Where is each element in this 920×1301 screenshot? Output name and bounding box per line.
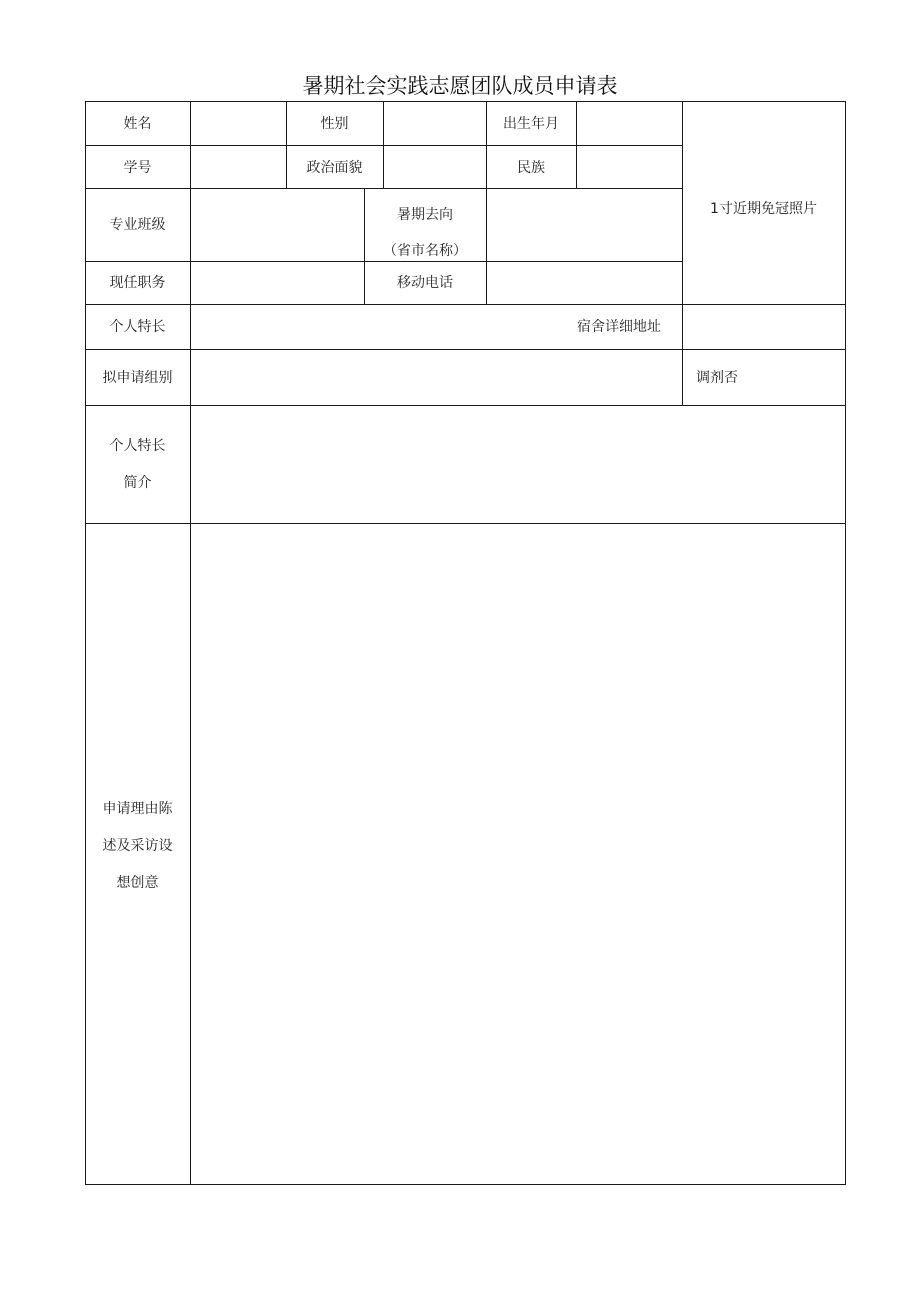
- label-ethnicity: 民族: [517, 160, 545, 176]
- label-specialty: 个人特长: [109, 319, 166, 335]
- table-border-left: [85, 101, 86, 1185]
- mobile-field[interactable]: [487, 262, 682, 304]
- label-mobile: 移动电话: [397, 275, 453, 291]
- label-group: 拟申请组别: [102, 370, 173, 386]
- label-political: 政治面貌: [306, 160, 363, 176]
- major-class-field[interactable]: [191, 189, 364, 261]
- label-name: 姓名: [123, 116, 152, 132]
- label-gender: 性别: [320, 116, 349, 132]
- label-reason-2: 述及采访设: [102, 838, 173, 854]
- table-border-bottom: [85, 1184, 846, 1185]
- label-position: 现任职务: [109, 275, 166, 291]
- label-destination-sub: （省市名称）: [383, 243, 467, 259]
- specialty-field[interactable]: [191, 305, 571, 349]
- name-field[interactable]: [191, 102, 286, 145]
- position-field[interactable]: [191, 262, 364, 304]
- gender-field[interactable]: [384, 102, 486, 145]
- adjust-field[interactable]: [745, 350, 845, 405]
- intro-field[interactable]: [191, 406, 845, 523]
- label-intro: 个人特长: [109, 438, 166, 454]
- label-destination: 暑期去向: [397, 207, 453, 223]
- reason-field[interactable]: [191, 524, 845, 1184]
- birth-field[interactable]: [577, 102, 682, 145]
- label-adjust: 调剂否: [696, 370, 738, 386]
- label-student-id: 学号: [123, 160, 152, 176]
- dorm-address-field[interactable]: [683, 305, 845, 349]
- ethnicity-field[interactable]: [577, 146, 682, 188]
- label-reason: 申请理由陈: [102, 801, 173, 817]
- destination-field[interactable]: [487, 189, 682, 261]
- label-intro-sub: 简介: [123, 475, 152, 491]
- label-dorm-address: 宿舍详细地址: [577, 319, 661, 335]
- label-birth: 出生年月: [503, 116, 559, 132]
- page-title: 暑期社会实践志愿团队成员申请表: [302, 74, 618, 98]
- group-field[interactable]: [191, 350, 682, 405]
- table-border-right: [845, 101, 846, 1185]
- label-photo: 1寸近期免冠照片: [710, 201, 817, 217]
- label-major-class: 专业班级: [109, 217, 166, 233]
- student-id-field[interactable]: [191, 146, 286, 188]
- political-field[interactable]: [384, 146, 486, 188]
- label-reason-3: 想创意: [116, 875, 159, 891]
